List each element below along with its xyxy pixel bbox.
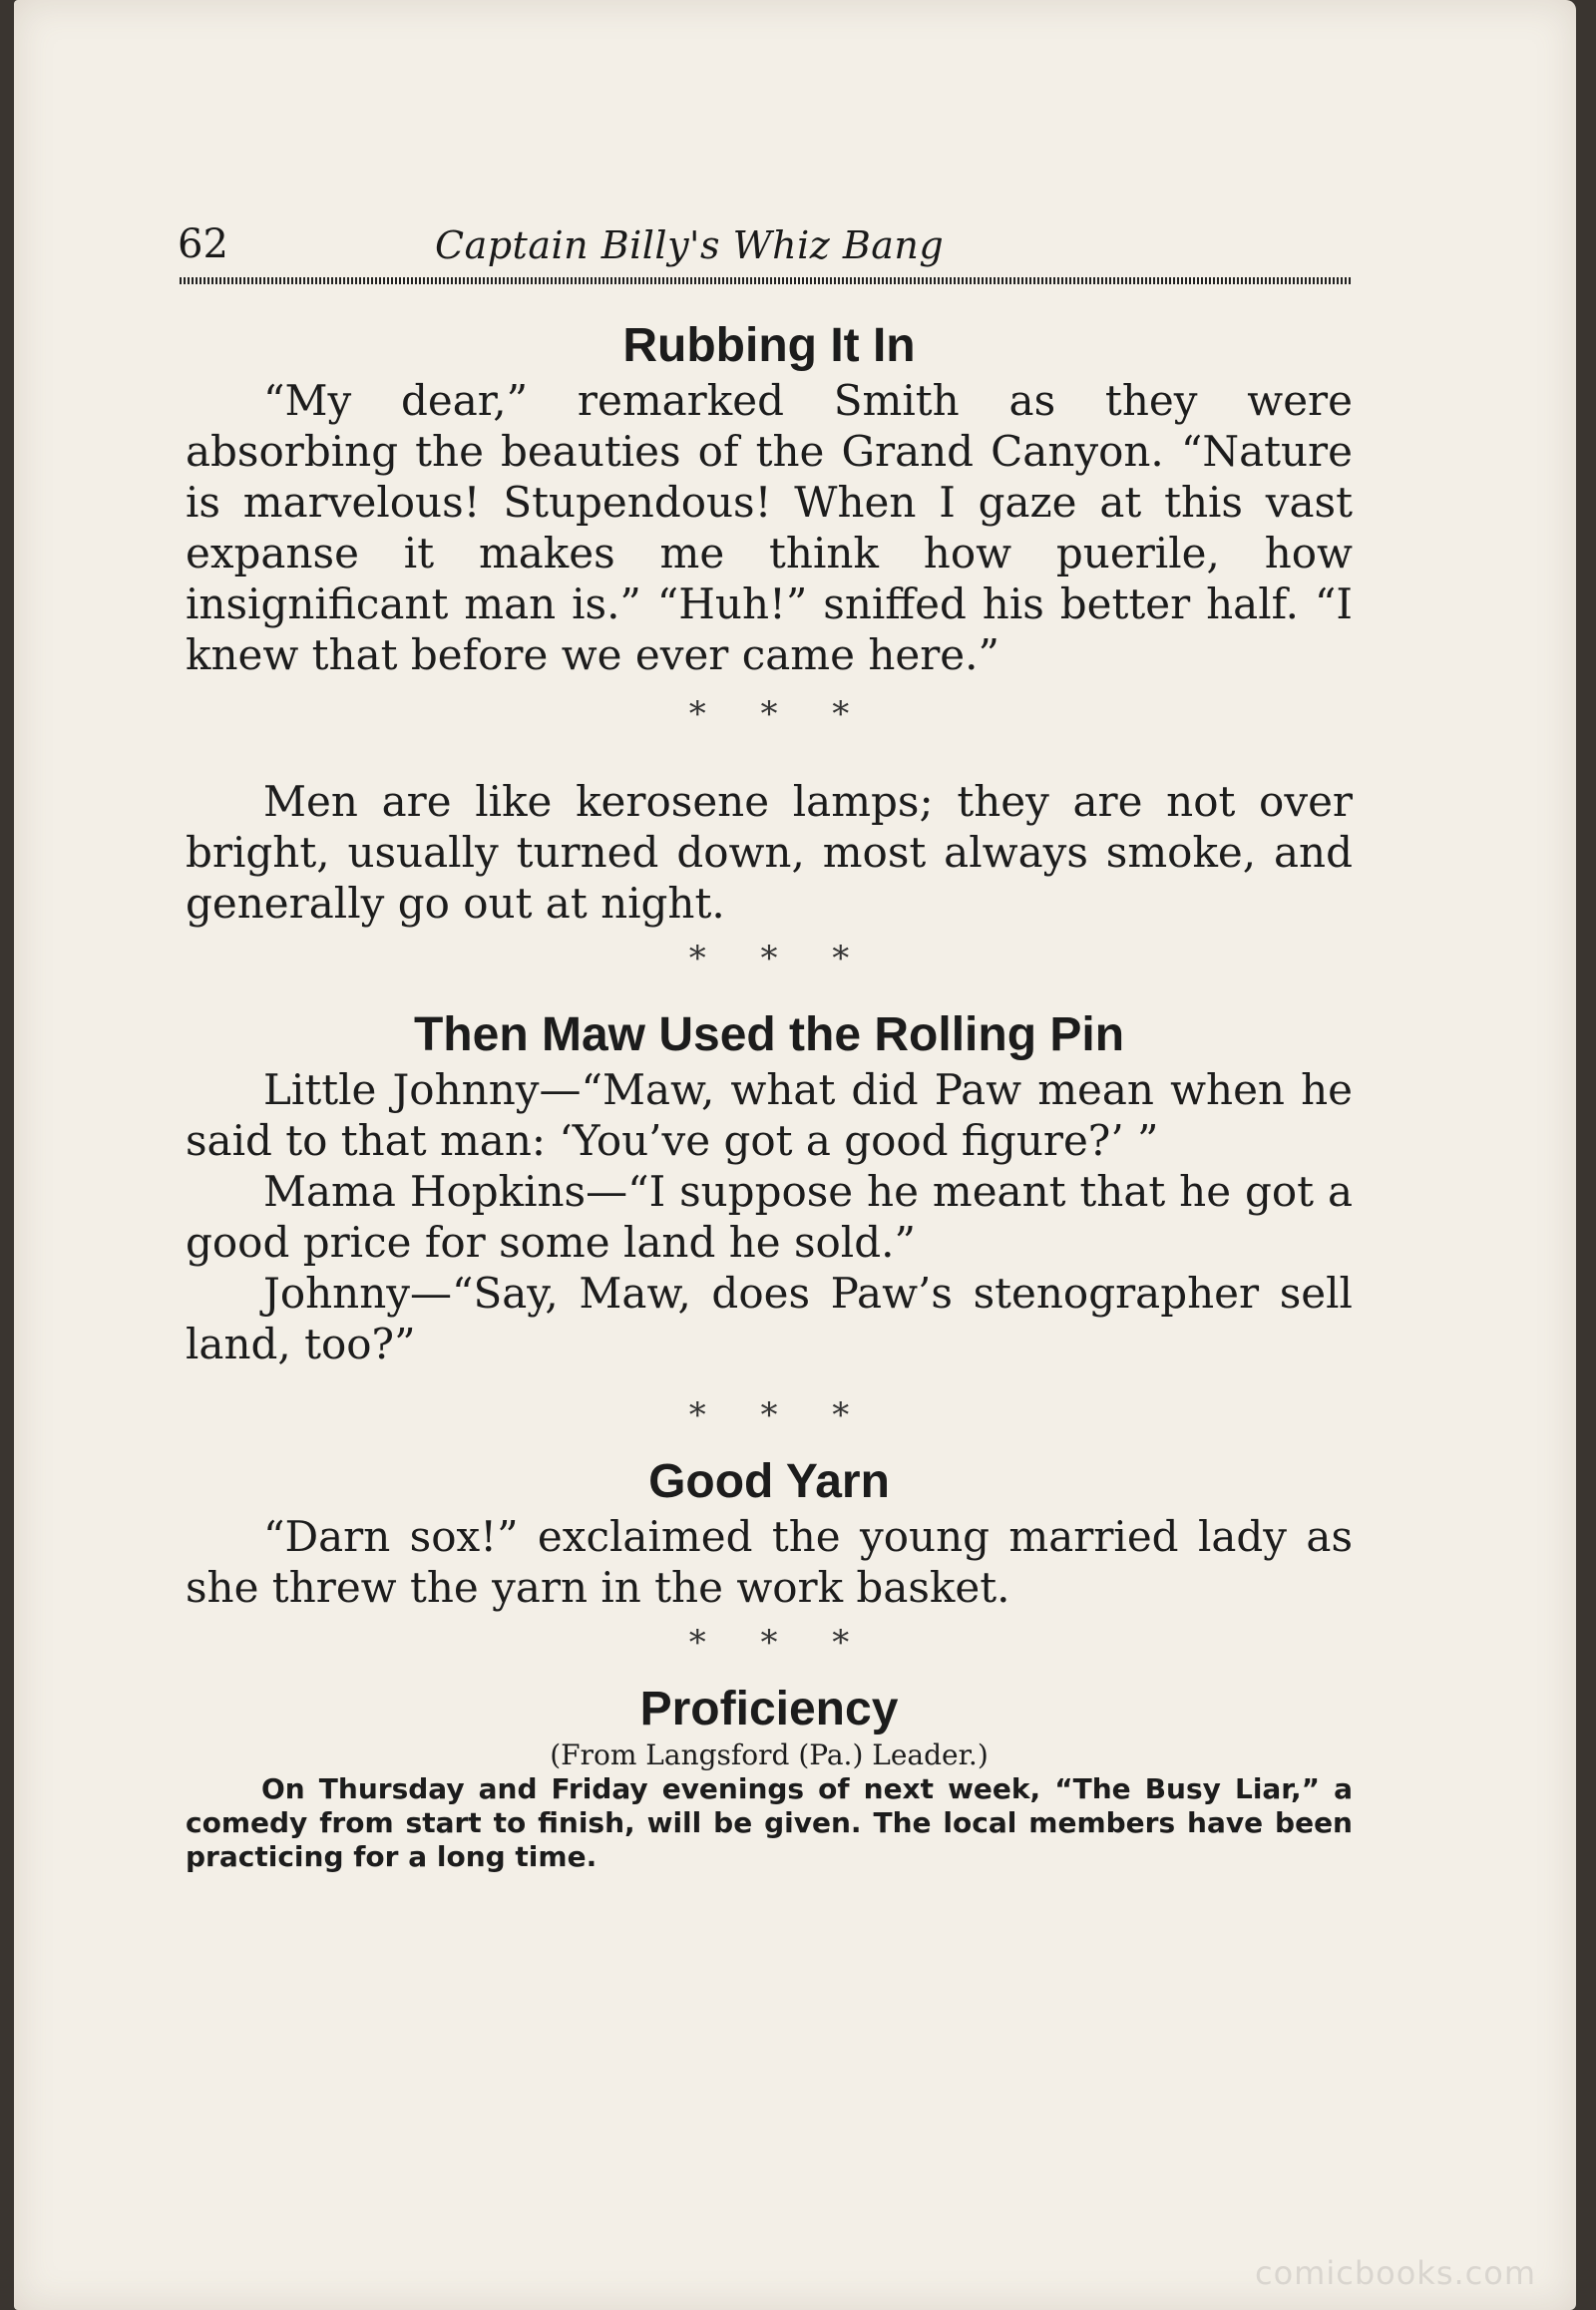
site-watermark: comicbooks.com (1254, 2254, 1536, 2292)
section-separator: * * * (688, 1395, 850, 1435)
running-title: Captain Billy's Whiz Bang (435, 223, 945, 267)
page-header (166, 221, 1353, 283)
section-separator: * * * (688, 694, 850, 734)
page-number: 62 (178, 221, 228, 267)
joke-good-yarn: “Darn sox!” exclaimed the young married lady as she threw the yarn in the work basket. (186, 1512, 1353, 1612)
source-citation: (From Langsford (Pa.) Leader.) (550, 1738, 989, 1771)
story-rubbing-it-in: “My dear,” remarked Smith as they were absorbing the beauties of the Grand Canyon. “Nature is marvelous! Stupendous! When I gaze at this vast expanse it makes me think how puerile, how insignificant man is.” “Huh!” sniffed his better half. “I knew that before we ever came here.” (186, 376, 1353, 679)
dialogue-line-johnny: Little Johnny—“Maw, what did Paw mean when he said to that man: ‘You’ve got a good figure?’ ” (186, 1065, 1353, 1165)
headline-rolling-pin: Then Maw Used the Rolling Pin (413, 1008, 1125, 1061)
clipping-proficiency: On Thursday and Friday evenings of next week, “The Busy Liar,” a comedy from start to finish, will be given. The local members have been practicing for a long time. (186, 1772, 1353, 1873)
header-rule (180, 277, 1353, 284)
headline-proficiency: Proficiency (639, 1683, 899, 1735)
headline-rubbing-it-in: Rubbing It In (622, 319, 916, 372)
page-content (186, 317, 1353, 1874)
joke-kerosene-lamps: Men are like kerosene lamps; they are not over bright, usually turned down, most always smoke, and generally go out at night. (186, 777, 1353, 928)
headline-good-yarn: Good Yarn (648, 1455, 890, 1508)
magazine-page (14, 0, 1576, 2310)
dialogue-line-mama: Mama Hopkins—“I suppose he meant that he got a good price for some land he sold.” (186, 1167, 1353, 1267)
section-separator: * * * (688, 939, 850, 978)
dialogue-line-johnny-2: Johnny—“Say, Maw, does Paw’s stenographer sell land, too?” (186, 1269, 1353, 1368)
section-separator: * * * (688, 1623, 850, 1663)
